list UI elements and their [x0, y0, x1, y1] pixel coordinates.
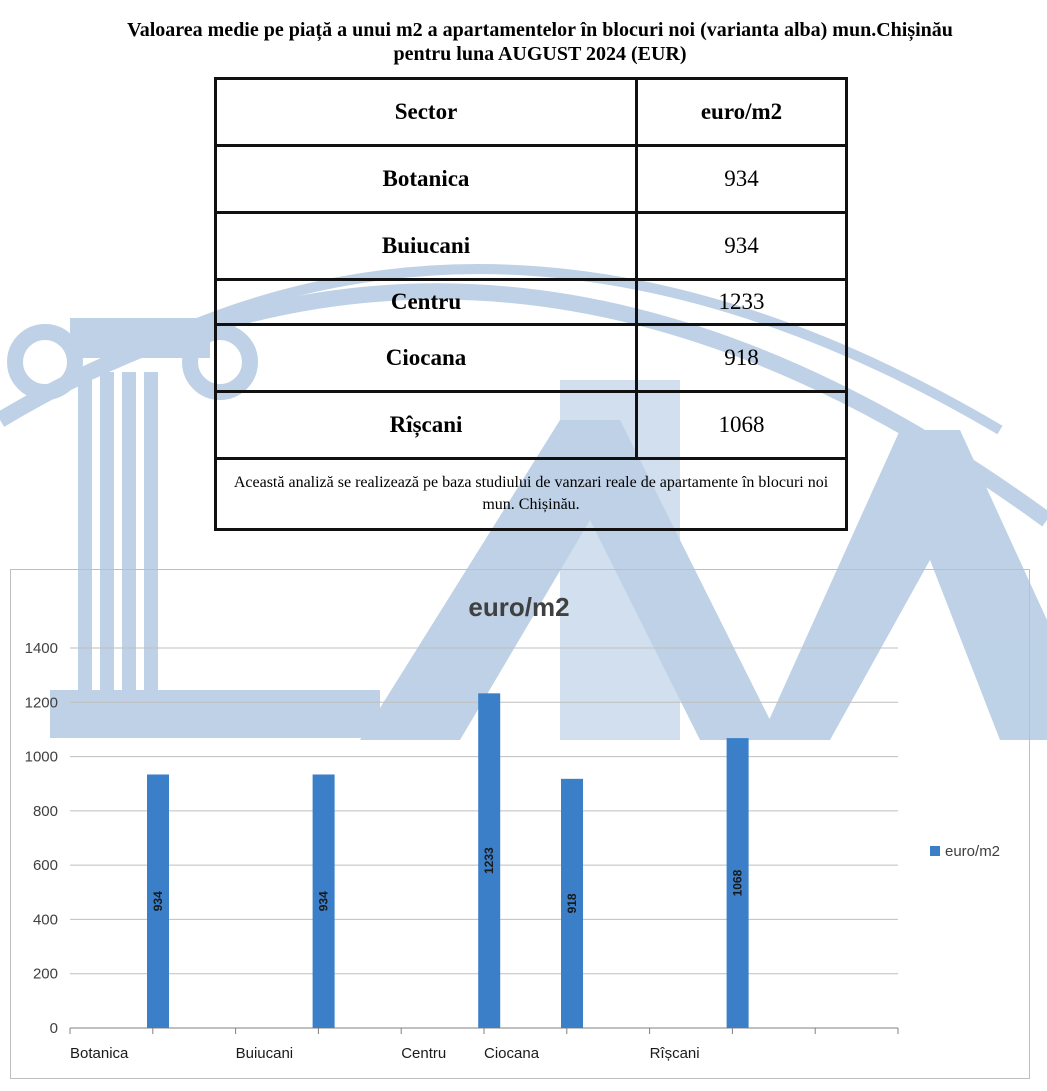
x-category-label: Buiucani: [235, 1045, 294, 1062]
data-label: 1233: [482, 847, 497, 875]
title-line-2: pentru luna AUGUST 2024 (EUR): [393, 43, 687, 65]
chart-legend: [930, 843, 1000, 860]
data-label: 934: [316, 891, 331, 912]
y-tick-label: 1200: [24, 694, 58, 712]
y-tick-label: 200: [32, 965, 58, 983]
price-cell: 934: [637, 146, 847, 213]
y-tick-label: 0: [49, 1020, 58, 1037]
sector-cell: Botanica: [216, 146, 637, 213]
title-line-1: Valoarea medie pe piață a unui m2 a apartamentelor în blocuri noi (varianta alba) mun.Chișinău: [127, 19, 953, 41]
price-cell: 934: [637, 213, 847, 280]
y-tick-label: 1400: [24, 640, 58, 657]
legend-label: euro/m2: [945, 843, 1001, 860]
table-note: Această analiză se realizează pe baza studiului de vanzari reale de apartamente în blocuri noi mun. Chișinău.: [216, 459, 847, 530]
legend-swatch: [930, 846, 940, 856]
y-tick-label: 800: [32, 802, 58, 820]
data-label: 918: [565, 893, 580, 914]
price-cell: 918: [637, 325, 847, 392]
price-cell: 1068: [637, 392, 847, 459]
x-category-label: Rîșcani: [649, 1045, 700, 1062]
header-price: euro/m2: [637, 79, 847, 146]
y-tick-label: 1000: [24, 748, 58, 766]
x-category-label: Ciocana: [484, 1045, 540, 1062]
header-sector: Sector: [216, 79, 637, 146]
x-category-label: Centru: [401, 1045, 447, 1062]
sector-cell: Rîșcani: [216, 392, 637, 459]
sector-cell: Buiucani: [216, 213, 637, 280]
sector-cell: Ciocana: [216, 325, 637, 392]
sector-cell: Centru: [216, 280, 637, 325]
data-label: 1068: [730, 869, 745, 897]
y-tick-label: 600: [32, 857, 58, 875]
price-cell: 1233: [637, 280, 847, 325]
chart-title: euro/m2: [468, 592, 570, 622]
data-label: 934: [151, 891, 166, 912]
x-category-label: Botanica: [70, 1045, 129, 1062]
y-tick-label: 400: [32, 911, 58, 929]
